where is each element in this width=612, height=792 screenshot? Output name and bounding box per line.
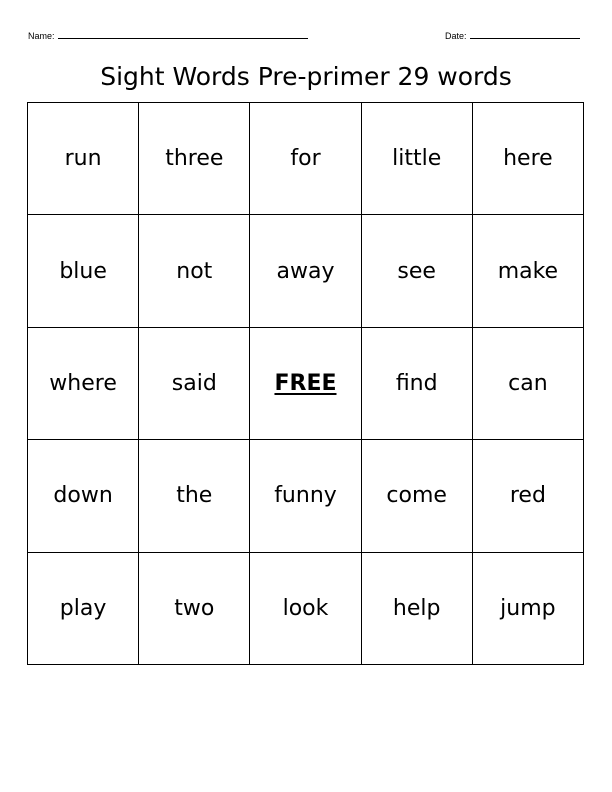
grid-cell: run — [28, 103, 139, 215]
grid-cell: funny — [250, 440, 361, 552]
grid-cell: jump — [473, 553, 584, 665]
grid-cell: find — [362, 328, 473, 440]
grid-cell: help — [362, 553, 473, 665]
grid-cell: look — [250, 553, 361, 665]
date-label: Date: — [445, 31, 467, 41]
grid-cell: here — [473, 103, 584, 215]
page-title: Sight Words Pre-primer 29 words — [100, 62, 512, 91]
name-field[interactable] — [28, 29, 308, 42]
grid-cell: red — [473, 440, 584, 552]
name-line[interactable] — [58, 29, 308, 39]
grid-cell: down — [28, 440, 139, 552]
grid-cell: three — [139, 103, 250, 215]
grid-cell: see — [362, 215, 473, 327]
bingo-grid — [27, 102, 584, 665]
grid-cell: away — [250, 215, 361, 327]
grid-cell: play — [28, 553, 139, 665]
grid-cell: for — [250, 103, 361, 215]
grid-cell: can — [473, 328, 584, 440]
grid-cell: two — [139, 553, 250, 665]
grid-cell: little — [362, 103, 473, 215]
name-label: Name: — [28, 31, 55, 41]
grid-cell: blue — [28, 215, 139, 327]
grid-cell: the — [139, 440, 250, 552]
date-field[interactable] — [445, 29, 580, 42]
grid-cell: come — [362, 440, 473, 552]
free-space-cell: FREE — [250, 328, 361, 440]
grid-cell: where — [28, 328, 139, 440]
grid-cell: said — [139, 328, 250, 440]
date-line[interactable] — [470, 29, 580, 39]
grid-cell: not — [139, 215, 250, 327]
grid-cell: make — [473, 215, 584, 327]
